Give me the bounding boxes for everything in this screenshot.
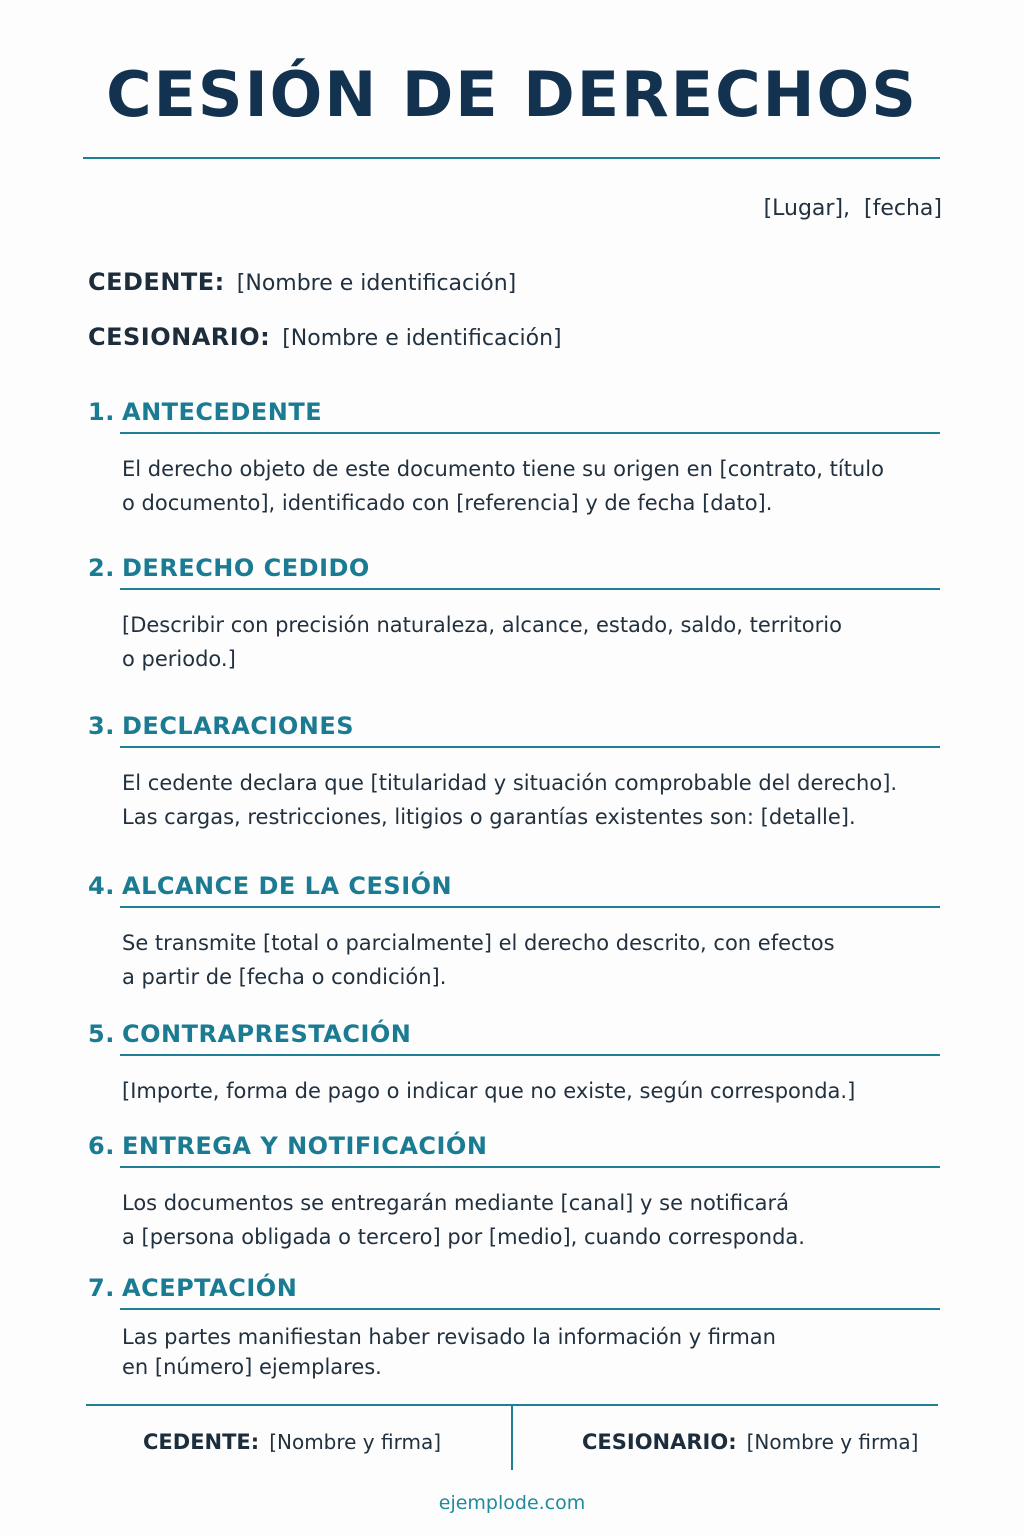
section-entrega [88, 1132, 940, 1254]
source-site: ejemplode.com [438, 1492, 586, 1514]
body-line: o documento], identificado con [referencia] y de fecha [dato]. [122, 491, 773, 515]
section-divider [120, 906, 940, 908]
body-line: a [persona obligada o tercero] por [medio], cuando corresponda. [122, 1225, 805, 1249]
section-heading [88, 554, 940, 588]
section-title: DERECHO CEDIDO [122, 554, 370, 582]
body-line: en [número] ejemplares. [122, 1355, 382, 1379]
section-divider [120, 432, 940, 434]
section-contraprestacion [88, 1020, 940, 1108]
signature-cesionario-label: CESIONARIO: [582, 1430, 737, 1454]
signature-cedente [143, 1430, 441, 1454]
body-line: Los documentos se entregarán mediante [canal] y se notificará [122, 1191, 790, 1215]
section-heading [88, 1132, 940, 1166]
document-title: CESIÓN DE DERECHOS [106, 58, 918, 131]
section-body [122, 1186, 882, 1254]
section-body [122, 1074, 882, 1108]
place-placeholder: [Lugar], [763, 196, 851, 221]
cesionario-value: [Nombre e identificación] [282, 326, 562, 351]
cedente-label: CEDENTE: [88, 268, 225, 296]
section-heading [88, 712, 940, 746]
section-title: CONTRAPRESTACIÓN [122, 1020, 412, 1048]
place-date [764, 196, 942, 221]
date-placeholder: [fecha] [864, 196, 942, 221]
signature-cedente-label: CEDENTE: [143, 1430, 260, 1454]
section-heading [88, 1274, 940, 1308]
section-heading [88, 872, 940, 906]
section-heading [88, 398, 940, 432]
section-number: 3. [88, 712, 115, 740]
title-divider [83, 157, 940, 159]
section-title: ENTREGA Y NOTIFICACIÓN [122, 1132, 488, 1160]
section-divider [120, 1166, 940, 1168]
section-alcance [88, 872, 940, 994]
section-divider [120, 746, 940, 748]
body-line: El cedente declara que [titularidad y situación comprobable del derecho]. [122, 771, 898, 795]
body-line: o periodo.] [122, 647, 236, 671]
section-number: 4. [88, 872, 115, 900]
section-body [122, 452, 882, 520]
section-aceptacion [88, 1274, 940, 1382]
body-line: Se transmite [total o parcialmente] el derecho descrito, con efectos [122, 931, 835, 955]
signature-column-divider [511, 1406, 513, 1470]
signature-cesionario-value: [Nombre y firma] [746, 1430, 919, 1454]
section-derecho-cedido [88, 554, 940, 676]
section-body [122, 1322, 882, 1382]
section-title: DECLARACIONES [122, 712, 355, 740]
signature-cedente-value: [Nombre y firma] [269, 1430, 442, 1454]
section-number: 5. [88, 1020, 115, 1048]
body-line: [Importe, forma de pago o indicar que no existe, según corresponda.] [122, 1079, 856, 1103]
body-line: a partir de [fecha o condición]. [122, 965, 447, 989]
section-antecedente [88, 398, 940, 520]
section-heading [88, 1020, 940, 1054]
section-body [122, 926, 882, 994]
section-number: 6. [88, 1132, 115, 1160]
section-title: ACEPTACIÓN [122, 1274, 298, 1302]
section-number: 1. [88, 398, 115, 426]
body-line: Las partes manifiestan haber revisado la información y firman [122, 1325, 776, 1349]
cesionario-label: CESIONARIO: [88, 323, 271, 351]
section-divider [120, 1308, 940, 1310]
section-body [122, 766, 898, 834]
section-number: 2. [88, 554, 115, 582]
section-number: 7. [88, 1274, 115, 1302]
section-body [122, 608, 882, 676]
body-line: El derecho objeto de este documento tiene su origen en [contrato, título [122, 457, 884, 481]
signature-cesionario [582, 1430, 918, 1454]
party-cesionario [88, 323, 562, 351]
section-declaraciones [88, 712, 940, 834]
party-cedente [88, 268, 516, 296]
section-title: ALCANCE DE LA CESIÓN [122, 872, 453, 900]
cedente-value: [Nombre e identificación] [236, 271, 517, 296]
section-divider [120, 1054, 940, 1056]
body-line: Las cargas, restricciones, litigios o garantías existentes son: [detalle]. [122, 805, 856, 829]
body-line: [Describir con precisión naturaleza, alcance, estado, saldo, territorio [122, 613, 842, 637]
section-divider [120, 588, 940, 590]
section-title: ANTECEDENTE [122, 398, 323, 426]
